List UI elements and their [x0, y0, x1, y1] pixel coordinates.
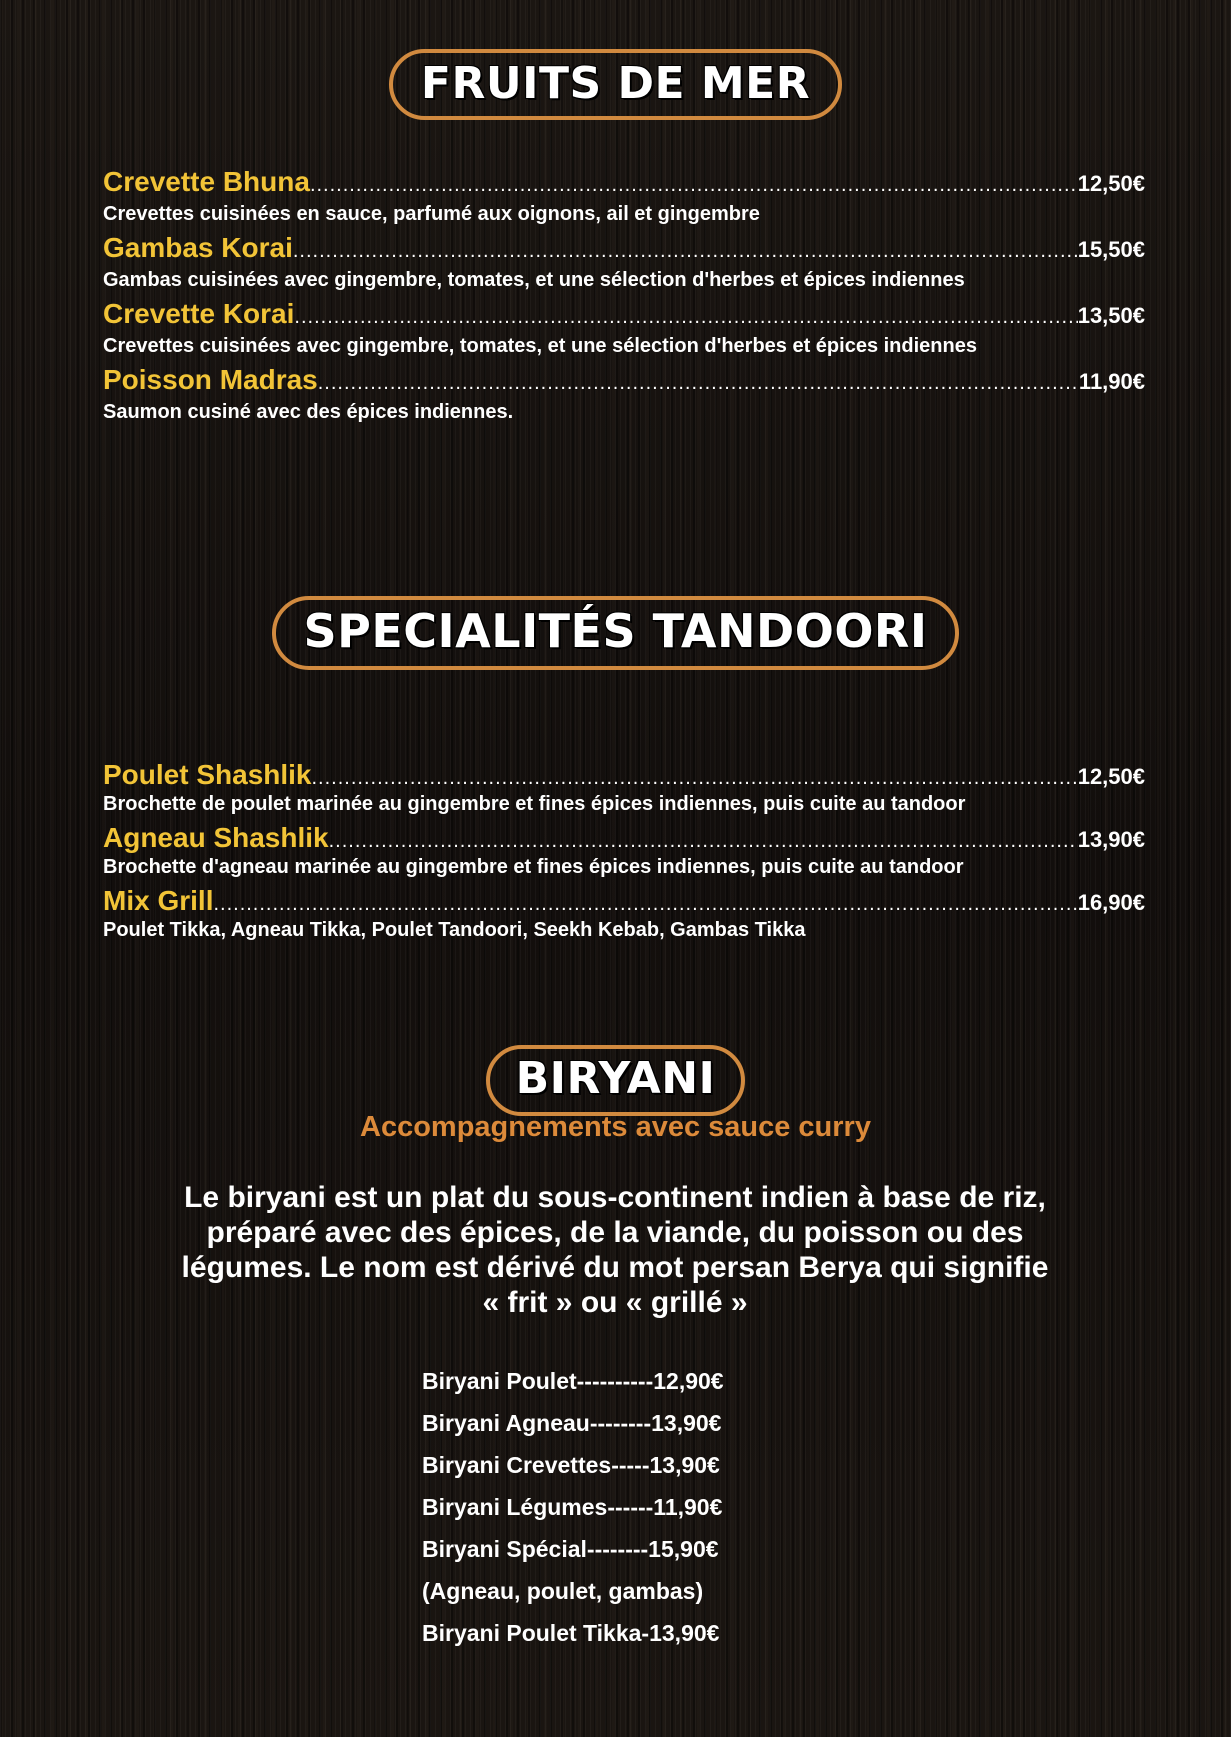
fruits-de-mer-list — [103, 166, 1145, 430]
menu-item — [103, 822, 1145, 885]
biryani-list-item: (Agneau, poulet, gambas) — [422, 1578, 704, 1604]
biryani-list-item: Biryani Poulet----------12,90€ — [422, 1368, 724, 1394]
item-name: Mix Grill — [103, 885, 214, 916]
intro-line: légumes. Le nom est dérivé du mot persan Berya qui signifie — [181, 1251, 1049, 1284]
biryani-list-item: Biryani Crevettes-----13,90€ — [422, 1452, 720, 1478]
item-price: 13,90€ — [1077, 827, 1145, 852]
item-price: 16,90€ — [1077, 890, 1145, 915]
biryani-list-item: Biryani Spécial--------15,90€ — [422, 1536, 719, 1562]
item-description: Gambas cuisinées avec gingembre, tomates, et une sélection d'herbes et épices indiennes — [103, 269, 965, 291]
biryani-list-item: Biryani Légumes------11,90€ — [422, 1494, 723, 1520]
dot-leader — [312, 767, 1078, 790]
dot-leader — [293, 240, 1078, 263]
section-title-biryani: BIRYANI — [486, 1045, 746, 1116]
item-description: Saumon cusiné avec des épices indiennes. — [103, 401, 514, 423]
dot-leader — [294, 306, 1077, 329]
item-price: 12,50€ — [1077, 764, 1145, 789]
section-header-tandoori — [0, 596, 1231, 670]
biryani-list-item: Biryani Poulet Tikka-13,90€ — [422, 1620, 720, 1646]
section-header-biryani — [0, 1045, 1231, 1116]
section-title-fruits-de-mer: FRUITS DE MER — [389, 49, 842, 120]
biryani-list-item: Biryani Agneau--------13,90€ — [422, 1410, 722, 1436]
item-description: Crevettes cuisinées avec gingembre, tomates, et une sélection d'herbes et épices indiennes — [103, 335, 977, 357]
biryani-intro — [90, 1180, 1140, 1320]
item-name: Poisson Madras — [103, 364, 318, 395]
menu-item — [103, 166, 1145, 232]
item-name: Crevette Korai — [103, 298, 295, 329]
item-description: Brochette d'agneau marinée au gingembre et fines épices indiennes, puis cuite au tandoor — [103, 856, 964, 878]
intro-line: Le biryani est un plat du sous-continent indien à base de riz, — [184, 1181, 1046, 1214]
menu-item — [103, 232, 1145, 298]
intro-line: « frit » ou « grillé » — [482, 1286, 748, 1319]
item-description: Poulet Tikka, Agneau Tikka, Poulet Tandoori, Seekh Kebab, Gambas Tikka — [103, 919, 806, 941]
section-title-tandoori: SPECIALITÉS TANDOORI — [272, 596, 960, 670]
item-price: 15,50€ — [1077, 237, 1145, 262]
menu-item — [103, 298, 1145, 364]
item-name: Poulet Shashlik — [103, 759, 312, 790]
item-price: 13,50€ — [1077, 303, 1145, 328]
dot-leader — [318, 372, 1079, 395]
item-name: Gambas Korai — [103, 232, 293, 263]
item-price: 11,90€ — [1078, 369, 1145, 394]
intro-line: préparé avec des épices, de la viande, du poisson ou des — [206, 1216, 1024, 1249]
dot-leader — [310, 174, 1078, 197]
item-description: Crevettes cuisinées en sauce, parfumé aux oignons, ail et gingembre — [103, 203, 760, 225]
menu-item — [103, 885, 1145, 948]
menu-item — [103, 364, 1145, 430]
item-description: Brochette de poulet marinée au gingembre et fines épices indiennes, puis cuite au tandoor — [103, 793, 966, 815]
item-price: 12,50€ — [1077, 171, 1145, 196]
dot-leader — [329, 830, 1078, 853]
section-header-fruits-de-mer — [0, 49, 1231, 120]
dot-leader — [213, 893, 1077, 916]
menu-item — [103, 759, 1145, 822]
biryani-list — [422, 1360, 724, 1654]
tandoori-list — [103, 759, 1145, 948]
item-name: Crevette Bhuna — [103, 166, 310, 197]
item-name: Agneau Shashlik — [103, 822, 329, 853]
biryani-subtitle: Accompagnements avec sauce curry — [360, 1111, 871, 1143]
